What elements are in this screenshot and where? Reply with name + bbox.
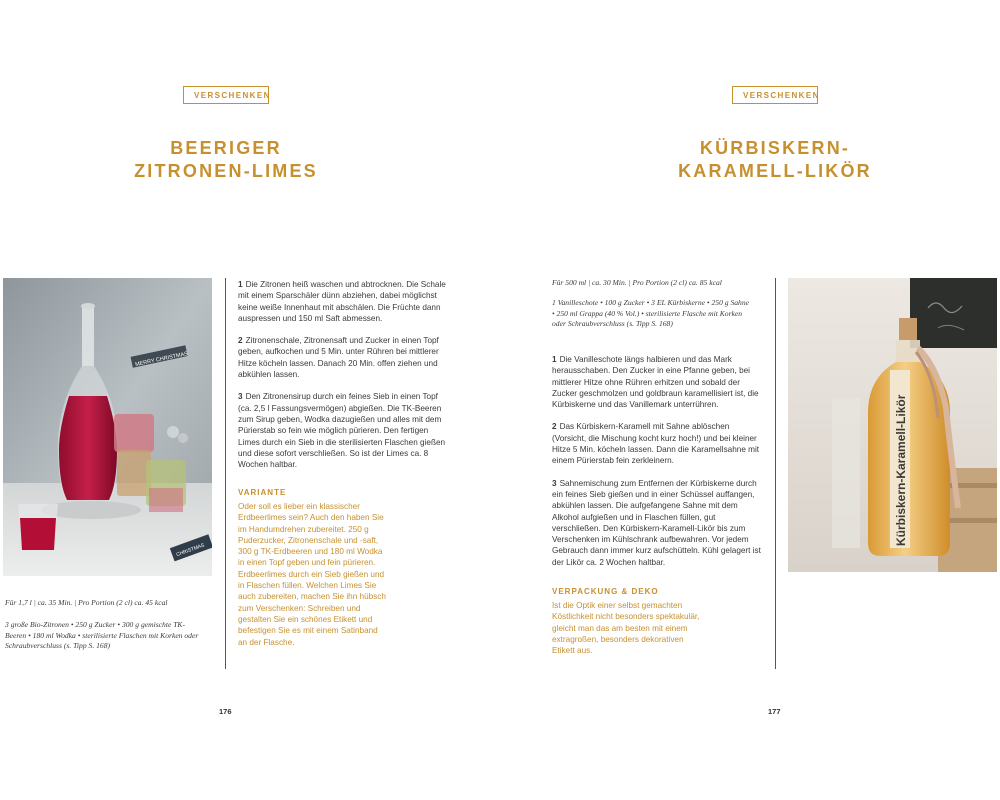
recipe-title-left-line1: BEERIGER (170, 138, 282, 158)
recipe-title-left-line2: ZITRONEN-LIMES (134, 161, 318, 181)
packaging-text: Ist die Optik einer selbst gemachten Köstlichkeit nicht besonders spektakulär, gleicht man das am besten mit einem extragroßen, besonders dekorativen Etikett aus. (552, 601, 700, 656)
recipe-info-right: Für 500 ml | ca. 30 Min. | Pro Portion (2 cl) ca. 85 kcal (552, 278, 722, 287)
photo-christmas-label: MERRY CHRISTMAS (134, 351, 189, 369)
category-tag-right: VERSCHENKEN (732, 86, 818, 104)
step-left-1: 1 Die Zitronen heiß waschen und abtrocknen. Die Schale mit einem Sparschäler dünn abziehen, dabei möglichst keine weiße Innenhaut mit abschälen. Die Früchte dann auspressen und 150 ml Saft abmessen. (238, 280, 446, 323)
packaging-heading: VERPACKUNG & DEKO (552, 587, 659, 596)
column-divider-right (775, 278, 776, 669)
variant-text: Oder soll es lieber ein klassischer Erdbeerlimes sein? Auch den haben Sie im Handumdrehen zubereitet. 250 g Puderzucker, Zitronenschale und -saft, 300 g TK-Erdbeeren und 180 ml Wodka in einen Topf geben und fein pürieren. Erdbeerlimes durch ein Sieb gießen und in Flaschen füllen. Welchen Limes Sie auch zubereiten, machen Sie ihn hübsch zum Verschenken: Schreiben und gestalten Sie ein schönes Etikett und befestigen Sie es mit einem Satinband an der Flasche. (238, 502, 386, 647)
recipe-title-right-line1: KÜRBISKERN- (699, 138, 851, 158)
recipe-title-right (615, 137, 935, 183)
steps-right (552, 354, 764, 579)
ingredients-right: 1 Vanilleschote • 100 g Zucker • 3 EL Kürbiskerne • 250 g Sahne • 250 ml Grappa (40 % Vol.) • sterilisierte Flasche mit Korken oder Schraubverschluss (s. Tipp S. 168) (552, 298, 750, 329)
recipe-title-left (66, 137, 386, 183)
step-right-3: 3 Sahnemischung zum Entfernen der Kürbiskerne durch ein feines Sieb gießen und in einer Schüssel auffangen, abkühlen lassen. Die aufgefangene Sahne mit dem Alkohol aufgießen und in Flaschen füllen, gut verschließen. Den Kürbiskern-Karamell-Likör bis zum Verschenken im Kühlschrank aufbewahren. Vor jedem Gebrauch dann immer kurz aufschütteln. Kühl gelagert ist der Likör ca. 2 Wochen haltbar. (552, 478, 761, 567)
limes-photo (3, 278, 212, 576)
step-right-1: 1 Die Vanilleschote längs halbieren und das Mark herausschaben. Den Zucker in eine Pfanne geben, bei mittlerer Hitze ohne Rühren erhitzen und sobald der Zucker geschmolzen und goldbraun karamellisiert ist, die Kürbiskerne und das Vanillemark unterrühren. (552, 355, 759, 410)
recipe-info-left: Für 1,7 l | ca. 35 Min. | Pro Portion (2 cl) ca. 45 kcal (5, 598, 168, 607)
page-number-left: 176 (219, 707, 232, 716)
page-number-right: 177 (768, 707, 781, 716)
step-right-2: 2 Das Kürbiskern-Karamell mit Sahne ablöschen (Vorsicht, die Mischung kocht kurz hoch!) und bei kleiner Hitze 5 Min. köcheln lassen. Dann die Karamellsahne mit einem Pürierstab fein zerkleinern. (552, 422, 760, 466)
recipe-title-right-line2: KARAMELL-LIKÖR (678, 161, 872, 181)
photo-tape-label: CHRISTMAS (175, 542, 206, 559)
packaging-box (552, 587, 702, 656)
steps-left (238, 279, 450, 481)
column-divider-left (225, 278, 226, 669)
variant-heading: VARIANTE (238, 488, 287, 497)
category-tag-left: VERSCHENKEN (183, 86, 269, 104)
step-left-2: 2 Zitronenschale, Zitronensaft und Zucker in einen Topf geben, aufkochen und 5 Min. unter Rühren bei mittlerer Hitze köcheln lassen. Danach 20 Min. offen ziehen und abkühlen lassen. (238, 336, 439, 380)
step-left-3: 3 Den Zitronensirup durch ein feines Sieb in einen Topf (ca. 2,5 l Fassungsvermögen) abgießen. Die TK-Beeren zum Sirup geben, Wodka dazugießen und alles mit dem Pürierstab so fein wie möglich pürieren. Den fertigen Limes durch ein Sieb in die sterilisierten Flaschen gießen und diese sofort verschließen. So ist der Limes ca. 8 Wochen haltbar. (238, 392, 446, 470)
bottle-label-text: Kürbiskern-Karamell-Likör (894, 394, 908, 546)
likoer-photo (788, 278, 997, 572)
ingredients-left: 3 große Bio-Zitronen • 250 g Zucker • 300 g gemischte TK-Beeren • 180 ml Wodka • sterilisierte Flaschen mit Korken oder Schraubverschluss (s. Tipp S. 168) (5, 620, 199, 651)
variant-box (238, 488, 388, 648)
